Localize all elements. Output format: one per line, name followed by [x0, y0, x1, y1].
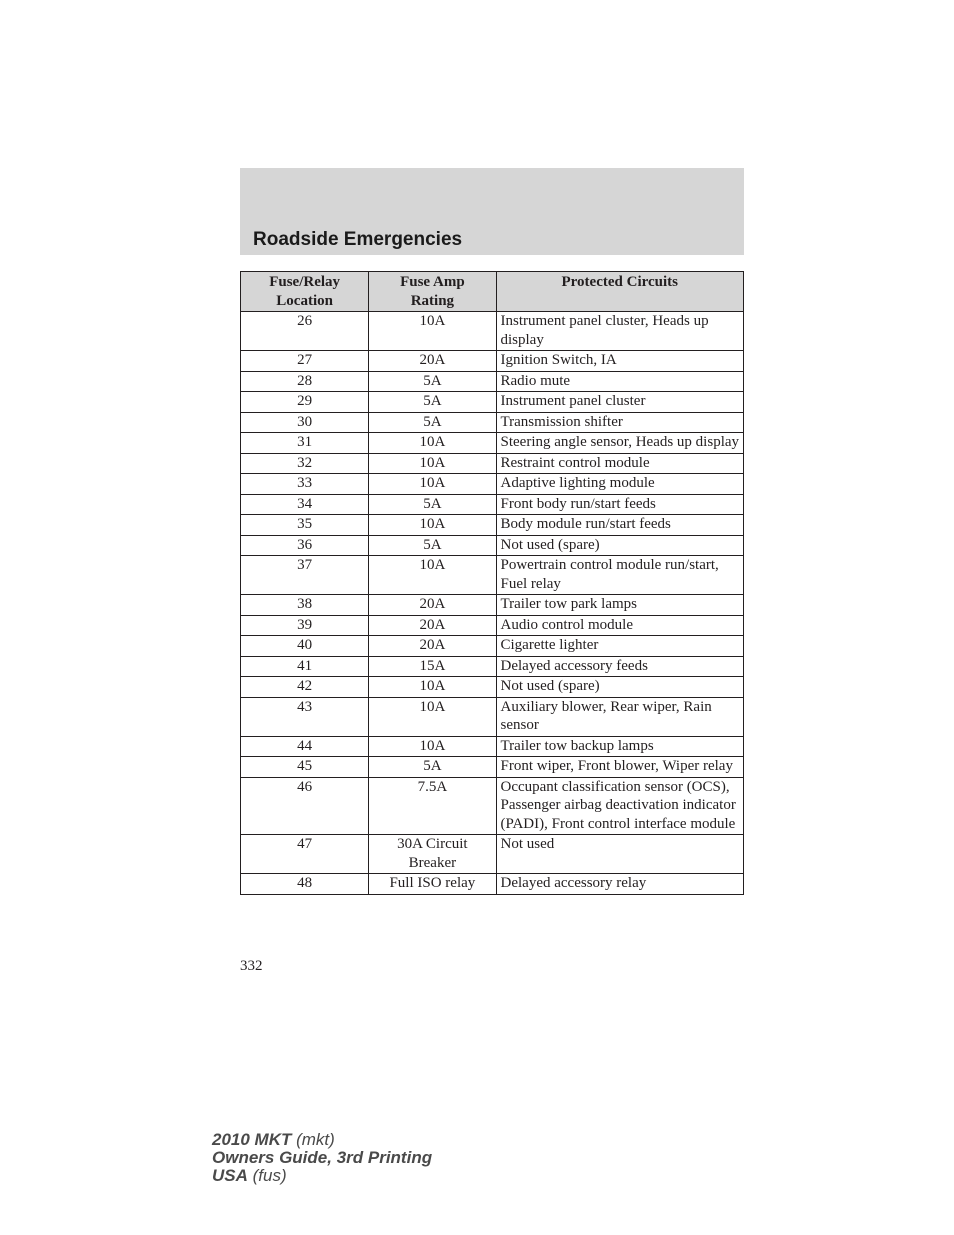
table-header-row: [241, 272, 744, 312]
cell-protected-circuits: Delayed accessory relay: [496, 874, 744, 895]
table-row: [241, 677, 744, 698]
cell-amp-rating: [369, 556, 496, 595]
cell-amp-rating: [369, 371, 496, 392]
header-amp-rating: [369, 272, 496, 312]
cell-amp-line: 5A: [423, 758, 442, 774]
cell-protected-circuits: Not used (spare): [496, 535, 744, 556]
cell-location: 27: [241, 351, 369, 372]
table-row: [241, 874, 744, 895]
cell-amp-rating: [369, 777, 496, 835]
cell-protected-circuits: Radio mute: [496, 371, 744, 392]
cell-protected-circuits: Front body run/start feeds: [496, 494, 744, 515]
header-protected-circuits: [496, 272, 744, 312]
cell-protected-circuits: Cigarette lighter: [496, 636, 744, 657]
cell-protected-circuits: Not used: [496, 835, 744, 874]
footer-model: 2010 MKT: [212, 1130, 292, 1149]
cell-protected-circuits: Steering angle sensor, Heads up display: [496, 433, 744, 454]
cell-amp-line: 5A: [423, 413, 442, 430]
cell-protected-circuits: Auxiliary blower, Rear wiper, Rain sensor: [496, 697, 744, 736]
cell-location: 29: [241, 392, 369, 413]
table-row: [241, 474, 744, 495]
cell-amp-line: 20A: [419, 596, 446, 612]
cell-amp-line: 15A: [419, 657, 446, 674]
cell-amp-line: 20A: [419, 352, 446, 368]
table-row: [241, 392, 744, 413]
footer-line-region: [212, 1167, 432, 1185]
cell-protected-circuits: Restraint control module: [496, 453, 744, 474]
cell-amp-line: 10A: [419, 313, 446, 329]
footer-region: USA: [212, 1166, 248, 1185]
table-row: [241, 636, 744, 657]
table-row: [241, 835, 744, 874]
cell-location: 37: [241, 556, 369, 595]
header-location: [241, 272, 369, 312]
table-row: [241, 777, 744, 835]
header-circuits-line: Protected Circuits: [561, 274, 678, 290]
cell-location: 45: [241, 757, 369, 778]
cell-location: 28: [241, 371, 369, 392]
table-row: [241, 615, 744, 636]
cell-amp-rating: [369, 312, 496, 351]
cell-protected-circuits: Body module run/start feeds: [496, 515, 744, 536]
cell-location: 36: [241, 535, 369, 556]
cell-amp-rating: [369, 535, 496, 556]
cell-protected-circuits: Front wiper, Front blower, Wiper relay: [496, 757, 744, 778]
footer-line-model: [212, 1131, 432, 1149]
cell-protected-circuits: Trailer tow backup lamps: [496, 736, 744, 757]
cell-amp-rating: [369, 474, 496, 495]
cell-amp-line: 30A Circuit: [397, 836, 468, 852]
cell-amp-rating: [369, 351, 496, 372]
header-location-line: Fuse/Relay: [269, 274, 341, 290]
cell-protected-circuits: Instrument panel cluster: [496, 392, 744, 413]
cell-location: 39: [241, 615, 369, 636]
cell-amp-rating: [369, 736, 496, 757]
cell-amp-rating: [369, 874, 496, 895]
cell-protected-circuits: Adaptive lighting module: [496, 474, 744, 495]
table-row: [241, 515, 744, 536]
table-row: [241, 433, 744, 454]
table-row: [241, 656, 744, 677]
cell-location: 33: [241, 474, 369, 495]
cell-amp-line: 5A: [423, 495, 442, 512]
cell-location: 43: [241, 697, 369, 736]
cell-amp-rating: [369, 433, 496, 454]
table-row: [241, 371, 744, 392]
cell-amp-line: 5A: [423, 536, 442, 553]
table-row: [241, 757, 744, 778]
cell-amp-line: Breaker: [408, 854, 457, 871]
header-amp-line: Fuse Amp: [400, 274, 465, 290]
cell-protected-circuits: Delayed accessory feeds: [496, 656, 744, 677]
cell-amp-rating: [369, 656, 496, 677]
section-title: Roadside Emergencies: [253, 229, 463, 250]
cell-amp-line: 10A: [419, 737, 446, 754]
cell-location: 41: [241, 656, 369, 677]
document-footer: [212, 1131, 432, 1185]
footer-region-code: (fus): [252, 1166, 287, 1185]
cell-location: 26: [241, 312, 369, 351]
cell-location: 32: [241, 453, 369, 474]
cell-amp-rating: [369, 595, 496, 616]
header-amp-line: Rating: [410, 292, 455, 309]
cell-location: 42: [241, 677, 369, 698]
cell-location: 30: [241, 412, 369, 433]
cell-amp-line: 7.5A: [417, 778, 448, 795]
cell-protected-circuits: Audio control module: [496, 615, 744, 636]
cell-amp-line: 10A: [419, 475, 446, 491]
cell-location: 35: [241, 515, 369, 536]
cell-amp-rating: [369, 757, 496, 778]
fuse-table: [240, 271, 744, 895]
cell-protected-circuits: Not used (spare): [496, 677, 744, 698]
cell-amp-rating: [369, 494, 496, 515]
table-row: [241, 736, 744, 757]
cell-location: 46: [241, 777, 369, 835]
cell-amp-rating: [369, 453, 496, 474]
cell-amp-rating: [369, 615, 496, 636]
table-row: [241, 453, 744, 474]
cell-amp-line: 10A: [419, 434, 446, 450]
cell-protected-circuits: Powertrain control module run/start, Fuel relay: [496, 556, 744, 595]
header-location-line: Location: [276, 292, 333, 309]
cell-location: 38: [241, 595, 369, 616]
footer-line-guide: [212, 1149, 432, 1167]
cell-protected-circuits: Occupant classification sensor (OCS), Passenger airbag deactivation indicator (PADI), Front control interface module: [496, 777, 744, 835]
cell-location: 48: [241, 874, 369, 895]
cell-amp-rating: [369, 412, 496, 433]
table-row: [241, 412, 744, 433]
cell-amp-line: 5A: [423, 393, 442, 409]
cell-protected-circuits: Transmission shifter: [496, 412, 744, 433]
cell-amp-line: 10A: [419, 678, 446, 694]
table-row: [241, 351, 744, 372]
cell-amp-line: 10A: [419, 557, 446, 573]
section-header-band: [240, 168, 744, 255]
table-row: [241, 535, 744, 556]
cell-amp-line: 10A: [419, 698, 446, 715]
cell-location: 31: [241, 433, 369, 454]
cell-amp-line: Full ISO relay: [389, 875, 476, 891]
cell-amp-rating: [369, 677, 496, 698]
footer-model-code: (mkt): [296, 1130, 335, 1149]
cell-amp-rating: [369, 515, 496, 536]
table-row: [241, 595, 744, 616]
cell-location: 34: [241, 494, 369, 515]
cell-protected-circuits: Trailer tow park lamps: [496, 595, 744, 616]
footer-guide: Owners Guide, 3rd Printing: [212, 1148, 433, 1167]
table-row: [241, 494, 744, 515]
fuse-table-body: [241, 312, 744, 895]
cell-location: 47: [241, 835, 369, 874]
cell-amp-line: 20A: [419, 616, 446, 633]
cell-protected-circuits: Ignition Switch, IA: [496, 351, 744, 372]
cell-amp-line: 20A: [419, 637, 446, 653]
cell-amp-line: 5A: [423, 372, 442, 389]
cell-location: 40: [241, 636, 369, 657]
cell-location: 44: [241, 736, 369, 757]
cell-amp-rating: [369, 636, 496, 657]
cell-amp-line: 10A: [419, 454, 446, 471]
cell-amp-rating: [369, 697, 496, 736]
cell-amp-rating: [369, 392, 496, 413]
table-row: [241, 697, 744, 736]
cell-protected-circuits: Instrument panel cluster, Heads up display: [496, 312, 744, 351]
page-number: 332: [240, 958, 263, 974]
table-row: [241, 556, 744, 595]
cell-amp-line: 10A: [419, 516, 446, 532]
cell-amp-rating: [369, 835, 496, 874]
table-row: [241, 312, 744, 351]
